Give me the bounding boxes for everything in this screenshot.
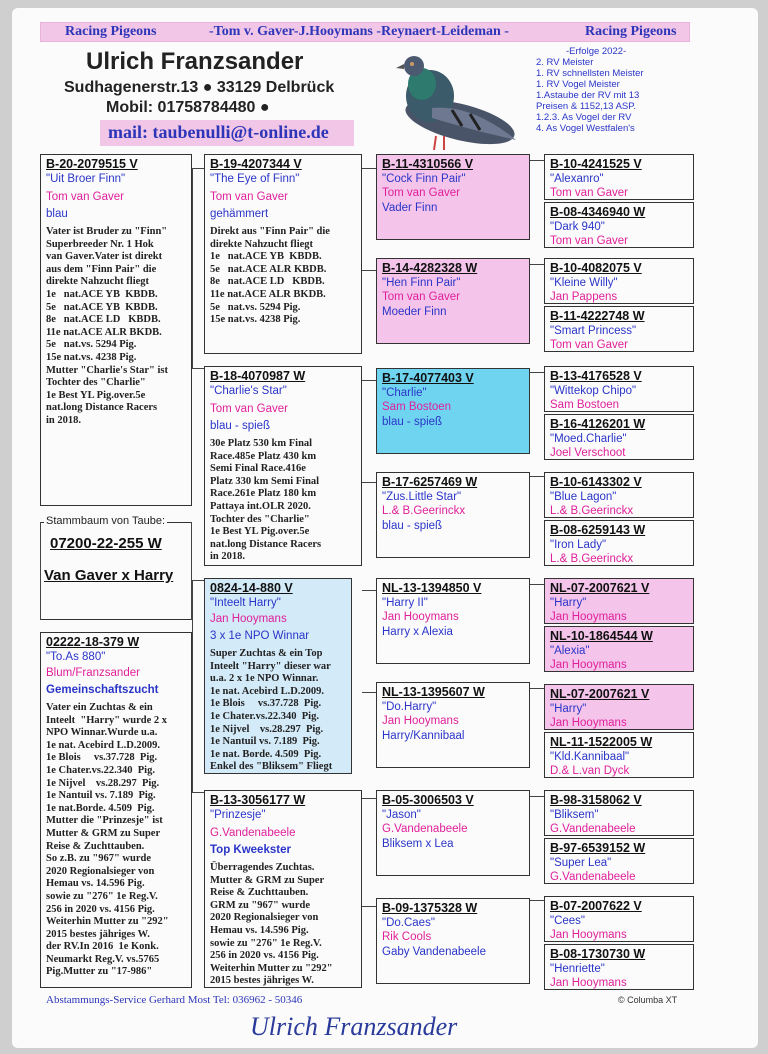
ds-card	[204, 578, 352, 774]
pigeon-image	[392, 48, 524, 152]
sire-color: blau	[46, 208, 68, 220]
mail-bar	[100, 120, 354, 146]
g4-name: "Henriette"	[550, 963, 605, 975]
g4-card	[544, 258, 694, 304]
g4-card	[544, 732, 694, 778]
banner-right: Racing Pigeons	[585, 24, 677, 39]
g4-breeder: Jan Hooymans	[550, 717, 627, 729]
g3-ring: NL-13-1394850 V	[382, 581, 482, 595]
sire-ring: B-20-2079515 V	[46, 157, 138, 171]
ss-color: gehämmert	[210, 208, 269, 220]
g4-ring: B-08-1730730 W	[550, 947, 646, 961]
g4-breeder: G.Vandenabeele	[550, 871, 636, 883]
g4-name: "Kleine Willy"	[550, 277, 618, 289]
g4-ring: NL-07-2007621 V	[550, 687, 650, 701]
success-line: Preisen & 1152,13 ASP.	[536, 101, 637, 112]
sd-card	[204, 366, 362, 566]
g3-line: Harry x Alexia	[382, 626, 453, 638]
g3-ring: B-09-1375328 W	[382, 901, 478, 915]
g3-line: Harry/Kannibaal	[382, 730, 465, 742]
g3-name: "Hen Finn Pair"	[382, 277, 461, 289]
g4-name: "Dark 940"	[550, 221, 605, 233]
g4-breeder: L.& B.Geerinckx	[550, 553, 634, 565]
g4-card	[544, 684, 694, 730]
subject-ring: 07200-22-255 W	[50, 535, 162, 552]
ds-breeder: Jan Hooymans	[210, 613, 287, 625]
g4-name: "Kld.Kannibaal"	[550, 751, 630, 763]
g4-card	[544, 578, 694, 624]
g3-name: "Jason"	[382, 809, 421, 821]
g4-name: "Alexanro"	[550, 173, 604, 185]
header-banner	[40, 22, 690, 42]
g4-ring: B-97-6539152 W	[550, 841, 646, 855]
g4-breeder: Jan Hooymans	[550, 611, 627, 623]
g4-breeder: Jan Hooymans	[550, 659, 627, 671]
g4-breeder: D.& L.van Dyck	[550, 765, 630, 777]
ds-ring: 0824-14-880 V	[210, 581, 293, 595]
g4-ring: B-08-4346940 W	[550, 205, 646, 219]
g4-breeder: Tom van Gaver	[550, 339, 628, 351]
g4-card	[544, 414, 694, 460]
owner-name: Ulrich Franzsander	[86, 48, 304, 75]
sd-name: "Charlie's Star"	[210, 385, 287, 397]
g3-name: "Do.Harry"	[382, 701, 437, 713]
g4-name: "Harry"	[550, 597, 587, 609]
dam-breeder: Blum/Franzsander	[46, 667, 140, 679]
subject-label: Stammbaum von Taube:	[46, 515, 166, 527]
g3-card	[376, 258, 530, 344]
g3-ring: B-05-3006503 V	[382, 793, 474, 807]
sd-breeder: Tom van Gaver	[210, 403, 288, 415]
ds-color: 3 x 1e NPO Winnar	[210, 630, 310, 642]
g3-card	[376, 790, 530, 876]
banner-center: -Tom v. Gaver-J.Hooymans -Reynaert-Leideman -	[209, 24, 509, 39]
owner-phone: Mobil: 01758784480 ●	[106, 99, 270, 116]
ss-name: "The Eye of Finn"	[210, 173, 300, 185]
g4-breeder: Tom van Gaver	[550, 235, 628, 247]
dd-card	[204, 790, 362, 988]
g4-card	[544, 472, 694, 518]
sire-name: "Uit Broer Finn"	[46, 173, 126, 185]
g4-breeder: Jan Hooymans	[550, 977, 627, 989]
subject-card	[40, 515, 192, 620]
g4-ring: B-10-6143302 V	[550, 475, 642, 489]
success-line: 1.2.3. As Vogel der RV	[536, 112, 632, 123]
g4-card	[544, 154, 694, 200]
g4-breeder: Joel Verschoot	[550, 447, 626, 459]
g3-line: blau - spieß	[382, 520, 443, 532]
g3-name: "Zus.Little Star"	[382, 491, 462, 503]
subject-line: Van Gaver x Harry	[44, 567, 174, 584]
ss-breeder: Tom van Gaver	[210, 191, 288, 203]
sd-notes: 30e Platz 530 km Final Race.485e Platz 430 km Semi Final Race.416e Platz 330 km Semi Final Race.261e Platz 180 km Pattaya int.OLR 2020. Tochter des "Charlie" 1e Best YL Pig.over.5e nat.long Distance Racers in 2018.	[210, 438, 322, 563]
g4-breeder: Tom van Gaver	[550, 187, 628, 199]
ds-name: "Inteelt Harry"	[210, 597, 281, 609]
sd-color: blau - spieß	[210, 420, 271, 432]
successes-title: -Erfolge 2022-	[566, 46, 627, 57]
owner-mail: mail: taubenulli@t-online.de	[108, 122, 329, 142]
g3-card	[376, 898, 530, 984]
dd-name: "Prinzesje"	[210, 809, 266, 821]
g3-breeder: G.Vandenabeele	[382, 823, 468, 835]
ss-ring: B-19-4207344 V	[210, 157, 302, 171]
g3-name: "Harry II"	[382, 597, 428, 609]
successes	[536, 46, 644, 134]
g4-card	[544, 626, 694, 672]
g4-ring: NL-10-1864544 W	[550, 629, 653, 643]
g4-breeder: L.& B.Geerinckx	[550, 505, 634, 517]
g3-ring: B-17-6257469 W	[382, 475, 478, 489]
g3-breeder: Sam Bostoen	[382, 401, 452, 413]
g4-ring: NL-07-2007621 V	[550, 581, 650, 595]
g3-line: Moeder Finn	[382, 306, 447, 318]
sire-card	[40, 154, 192, 506]
dam-card	[40, 632, 192, 988]
g4-card	[544, 520, 694, 566]
g3-line: blau - spieß	[382, 416, 443, 428]
g4-card	[544, 838, 694, 884]
g4-ring: B-08-6259143 W	[550, 523, 646, 537]
g3-breeder: Tom van Gaver	[382, 291, 460, 303]
g3-breeder: Jan Hooymans	[382, 715, 459, 727]
dd-color: Top Kweekster	[210, 844, 291, 856]
g3-card	[376, 578, 530, 664]
g4-breeder: Sam Bostoen	[550, 399, 620, 411]
g4-name: "Alexia"	[550, 645, 590, 657]
success-line: 1. RV schnellsten Meister	[536, 68, 644, 79]
g3-line: Gaby Vandenabeele	[382, 946, 487, 958]
success-line: 2. RV Meister	[536, 57, 594, 68]
g3-breeder: Tom van Gaver	[382, 187, 460, 199]
g4-card	[544, 896, 694, 942]
g4-name: "Iron Lady"	[550, 539, 607, 551]
ds-notes: Super Zuchtas & ein Top Inteelt "Harry" dieser war u.a. 2 x 1e NPO Winnar. 1e nat. Acebird L.D.2009. 1e Blois vs.37.728 Pig. 1e Chater.vs.22.340 Pig. 1e Nijvel vs.28.297 Pig. 1e Nantuil vs. 7.189 Pig. 1e nat. Borde. 4.509 Pig. Enkel des "Bliksem" Fliegt	[210, 648, 333, 773]
g3-ring: B-14-4282328 W	[382, 261, 478, 275]
g4-breeder: Jan Hooymans	[550, 929, 627, 941]
g4-ring: B-10-4082075 V	[550, 261, 642, 275]
g4-breeder: G.Vandenabeele	[550, 823, 636, 835]
sire-notes: Vater ist Bruder zu "Finn" Superbreeder Nr. 1 Hok van Gaver.Vater ist direkt aus dem "Finn Pair" die direkte Nahzucht fliegt 1e nat.ACE YB KBDB. 5e nat.ACE YB KBDB. 8e nat.ACE LD KBDB. 11e nat.ACE ALR BKDB. 5e nat.vs. 5294 Pig. 15e nat.vs. 4238 Pig. Mutter "Charlie's Star" ist Tochter des "Charlie" 1e Best YL Pig.over.5e nat.long Distance Racers in 2018.	[46, 226, 168, 426]
g4-card	[544, 306, 694, 352]
g4-name: "Wittekop Chipo"	[550, 385, 637, 397]
g3-card	[376, 154, 530, 240]
success-line: 1.Astaube der RV mit 13	[536, 90, 640, 101]
g4-card	[544, 944, 694, 990]
dam-ring: 02222-18-379 W	[46, 635, 140, 649]
g4-name: "Harry"	[550, 703, 587, 715]
g4-ring: B-98-3158062 V	[550, 793, 642, 807]
g3-line: Vader Finn	[382, 202, 438, 214]
g3-ring: B-11-4310566 V	[382, 157, 474, 171]
footer-service: Abstammungs-Service Gerhard Most Tel: 036962 - 50346	[46, 994, 303, 1006]
ss-notes: Direkt aus "Finn Pair" die direkte Nahzucht fliegt 1e nat.ACE YB KBDB. 5e nat.ACE ALR KBDB. 8e nat.ACE LD KBDB. 11e nat.ACE ALR BKDB. 5e nat.vs. 5294 Pig. 15e nat.vs. 4238 Pig.	[210, 226, 330, 326]
footer-copyright: © Columba XT	[618, 995, 678, 1005]
dd-ring: B-13-3056177 W	[210, 793, 306, 807]
dam-name: "To.As 880"	[46, 651, 106, 663]
g3-card	[376, 682, 530, 768]
ss-card	[204, 154, 362, 354]
g3-ring: NL-13-1395607 W	[382, 685, 485, 699]
owner-address: Sudhagenerstr.13 ● 33129 Delbrück	[64, 79, 335, 96]
dam-line: Gemeinschaftszucht	[46, 684, 159, 696]
g4-ring: NL-11-1522005 W	[550, 735, 653, 749]
g3-breeder: Rik Cools	[382, 931, 432, 943]
signature: Ulrich Franzsander	[250, 1012, 458, 1041]
g4-name: "Cees"	[550, 915, 586, 927]
g3-line: Bliksem x Lea	[382, 838, 454, 850]
g4-card	[544, 202, 694, 248]
g3-breeder: Jan Hooymans	[382, 611, 459, 623]
g4-ring: B-10-4241525 V	[550, 157, 642, 171]
dd-notes: Überragendes Zuchtas. Mutter & GRM zu Super Reise & Zuchttauben. GRM zu "967" wurde 2020 Regionalsieger von Hemau vs. 14.596 Pig. sowie zu "276" 1e Reg.V. 256 in 2020 vs. 4156 Pig. Weiterhin Mutter zu "292" 2015 bestes jähriges W.	[210, 862, 333, 987]
g3-card	[376, 472, 530, 558]
success-line: 4. As Vogel Westfalen's	[536, 123, 635, 134]
g4-ring: B-13-4176528 V	[550, 369, 642, 383]
g3-card	[376, 368, 530, 454]
g3-ring: B-17-4077403 V	[382, 371, 474, 385]
g3-name: "Charlie"	[382, 387, 427, 399]
g4-ring: B-16-4126201 W	[550, 417, 646, 431]
g4-card	[544, 790, 694, 836]
g4-name: "Super Lea"	[550, 857, 612, 869]
success-line: 1. RV Vogel Meister	[536, 79, 620, 90]
banner-left: Racing Pigeons	[65, 24, 157, 39]
dd-breeder: G.Vandenabeele	[210, 827, 296, 839]
g4-name: "Smart Princess"	[550, 325, 637, 337]
g4-breeder: Jan Pappens	[550, 291, 618, 303]
g4-name: "Moed.Charlie"	[550, 433, 627, 445]
g3-name: "Cock Finn Pair"	[382, 173, 466, 185]
g4-name: "Bliksem"	[550, 809, 599, 821]
g4-card	[544, 366, 694, 412]
dam-notes: Vater ein Zuchtas & ein Inteelt "Harry" wurde 2 x NPO Winnar.Wurde u.a. 1e nat. Acebird L.D.2009. 1e Blois vs.37.728 Pig. 1e Chater.vs.22.340 Pig. 1e Nijvel vs.28.297 Pig. 1e Nantuil vs. 7.189 Pig. 1e nat.Borde. 4.509 Pig. Mutter die "Prinzesje" ist Mutter & GRM zu Super Reise & Zuchttauben. So z.B. zu "967" wurde 2020 Regionalsieger von Hemau vs. 14.596 Pig. sowie zu "276" 1e Reg.V. 256 in 2020 vs. 4156 Pig. Weiterhin Mutter zu "292" 2015 bestes jähriges W. der RV.In 2016 1e Konk. Neumarkt Reg.V. vs.5765 Pig.Mutter zu "17-986"	[46, 702, 169, 978]
sire-breeder: Tom van Gaver	[46, 191, 124, 203]
g3-breeder: L.& B.Geerinckx	[382, 505, 466, 517]
g4-name: "Blue Lagon"	[550, 491, 617, 503]
g4-ring: B-11-4222748 W	[550, 309, 645, 323]
g4-ring: B-07-2007622 V	[550, 899, 642, 913]
sd-ring: B-18-4070987 W	[210, 369, 306, 383]
g3-name: "Do.Caes"	[382, 917, 435, 929]
